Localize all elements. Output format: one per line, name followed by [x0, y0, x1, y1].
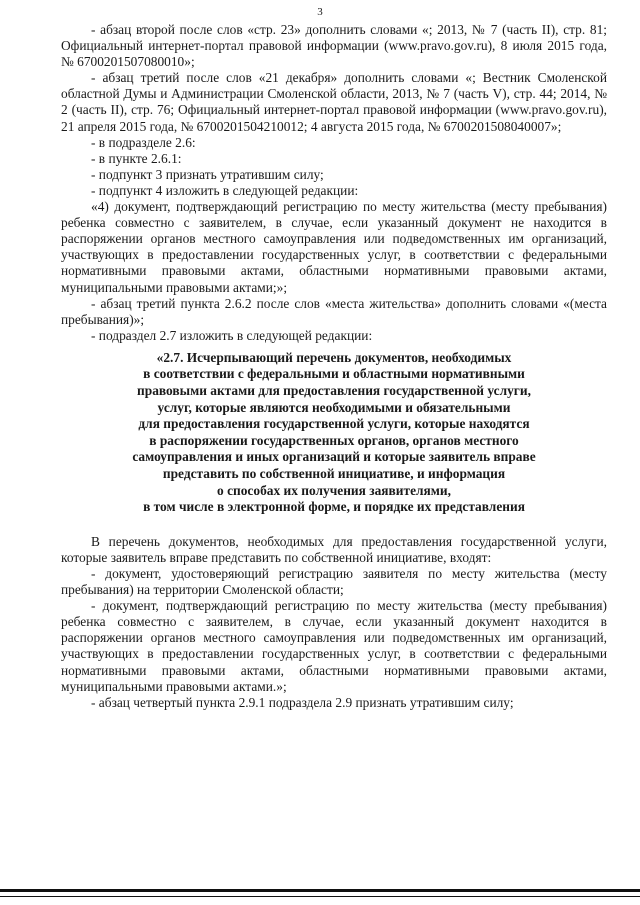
- bottom-border-thick: [0, 889, 640, 892]
- paragraph-13: - абзац четвертый пункта 2.9.1 подраздела 2.9 признать утратившим силу;: [91, 694, 514, 710]
- spacer: [61, 516, 607, 534]
- paragraph-8: - абзац третий пункта 2.6.2 после слов «места жительства» дополнить словами «(места пребывания)»;: [61, 295, 607, 327]
- paragraph-3: - в подразделе 2.6:: [91, 134, 196, 150]
- document-body: [61, 22, 607, 711]
- paragraph-9: - подраздел 2.7 изложить в следующей редакции:: [91, 327, 373, 343]
- paragraph-1: - абзац второй после слов «стр. 23» дополнить словами «; 2013, № 7 (часть II), стр. 81; Официальный интернет-портал правовой информации (www.pravo.gov.ru), 8 июля 2015 года, № 6700201507080010»;: [61, 22, 607, 70]
- paragraph-2: - абзац третий после слов «21 декабря» дополнить словами «; Вестник Смоленской областной Думы и Администрации Смоленской области, 2013, № 7 (часть V), стр. 44; 2014, № 2 (часть II), стр. 76; Официальный интернет-портал правовой информации (www.pravo.gov.ru), 21 апреля 2015 года, № 6700201504210012; 4 августа 2015 года, № 6700201508040007»;: [61, 70, 607, 134]
- paragraph-12: - документ, подтверждающий регистрацию по месту жительства (месту пребывания) ребенка совместно с заявителем, в случае, если указанный документ находится в распоряжении органов местного самоуправления или подведомственных им организаций, участвующих в предоставлении государственных услуг, в соответствии с федеральными нормативными правовыми актами, областными нормативными правовыми актами, муниципальными правовыми актами.»;: [61, 598, 607, 694]
- paragraph-5: - подпункт 3 признать утратившим силу;: [91, 166, 324, 182]
- bottom-border-thin: [0, 896, 640, 897]
- section-heading: «2.7. Исчерпывающий перечень документов, необходимых в соответствии с федеральными и областными нормативными правовыми актами для предоставления государственной услуги, услуг, которые являются необходимыми и обязательными для предоставления государственной услуги, которые находятся в распоряжении государственных органов, органов местного самоуправления и иных организаций и которые заявитель вправе представить по собственной инициативе, и информация о способах их получения заявителями, в том числе в электронной форме, и порядке их представления: [132, 349, 536, 515]
- page-number: 3: [317, 6, 323, 18]
- paragraph-7: «4) документ, подтверждающий регистрацию по месту жительства (месту пребывания) ребенка совместно с заявителем, в случае, если указанный документ не находится в распоряжении органов местного самоуправления или подведомственных им организаций, участвующих в предоставлении государственных услуг, в соответствии с федеральными нормативными правовыми актами, областными нормативными правовыми актами, муниципальными правовыми актами;»;: [61, 199, 607, 295]
- paragraph-11: - документ, удостоверяющий регистрацию заявителя по месту жительства (месту пребывания) на территории Смоленской области;: [61, 566, 607, 598]
- paragraph-4: - в пункте 2.6.1:: [91, 150, 182, 166]
- paragraph-6: - подпункт 4 изложить в следующей редакции:: [91, 182, 359, 198]
- paragraph-10: В перечень документов, необходимых для предоставления государственной услуги, которые заявитель вправе представить по собственной инициативе, входят:: [61, 533, 607, 565]
